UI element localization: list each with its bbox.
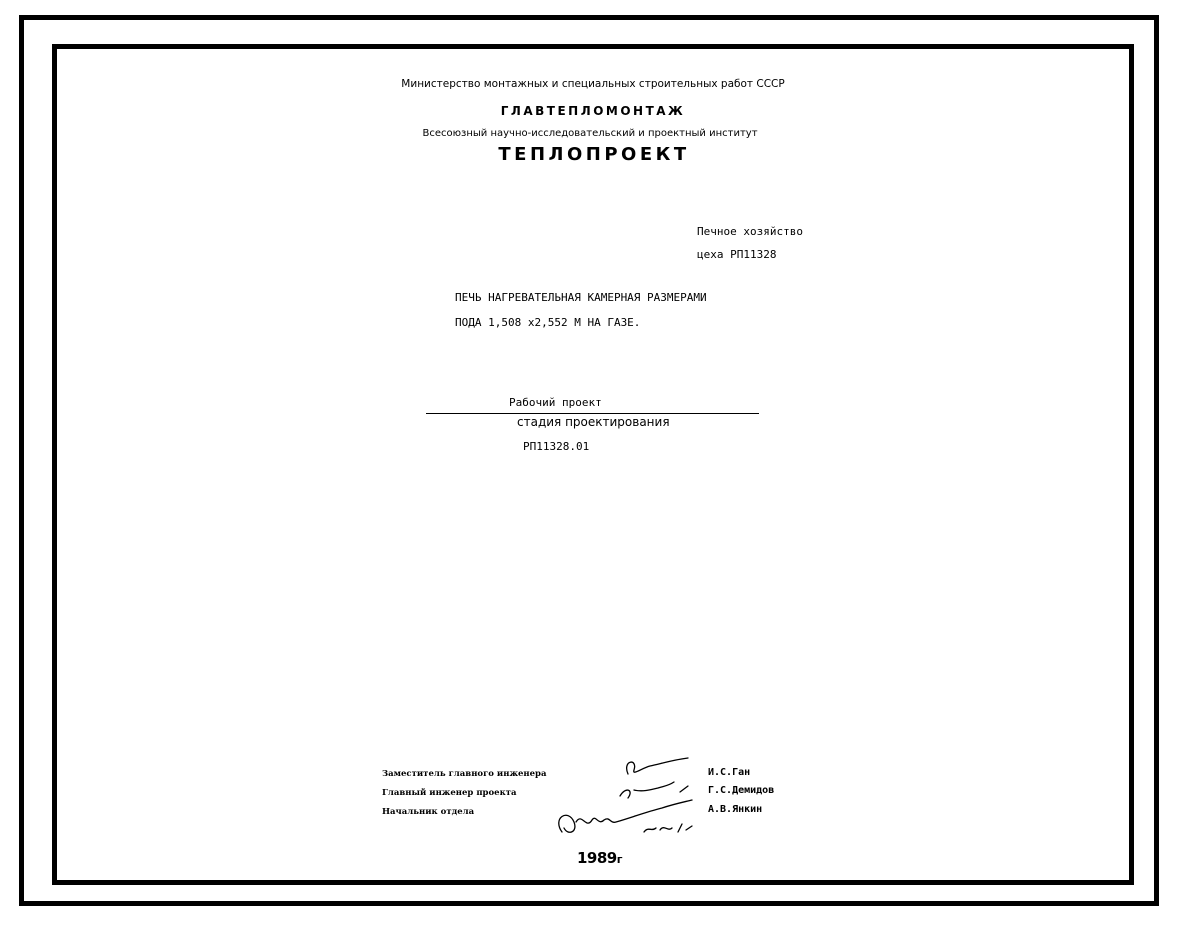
stage-label: стадия проектирования	[517, 415, 670, 429]
institute-line: Всесоюзный научно-исследовательский и проектный институт	[422, 128, 758, 139]
handwritten-signatures	[550, 752, 700, 844]
document-code: РП11328.01	[523, 440, 590, 453]
year-number: 1989	[577, 849, 617, 867]
signatory-name-2: Г.С.Демидов	[708, 785, 775, 796]
side-note-line-1: Печное хозяйство	[697, 225, 803, 238]
signatory-role-3: Начальник отдела	[382, 807, 475, 817]
signatory-name-1: И.С.Ган	[708, 767, 751, 778]
side-note-line-2: цеха РП11328	[697, 248, 777, 261]
year-suffix: г	[616, 853, 622, 866]
stage-value: Рабочий проект	[509, 396, 602, 409]
document-title-line-2: ПОДА 1,508 х2,552 М НА ГАЗЕ.	[455, 316, 641, 329]
document-year	[577, 849, 622, 867]
signatory-name-3: А.В.Янкин	[708, 804, 763, 815]
document-title-line-1: ПЕЧЬ НАГРЕВАТЕЛЬНАЯ КАМЕРНАЯ РАЗМЕРАМИ	[455, 291, 707, 304]
signatory-role-1: Заместитель главного инженера	[382, 769, 547, 779]
institute-name: ТЕПЛОПРОЕКТ	[498, 144, 690, 165]
ministry-line: Министерство монтажных и специальных строительных работ СССР	[401, 78, 785, 90]
stage-underline	[426, 413, 759, 414]
signatory-role-2: Главный инженер проекта	[382, 788, 517, 798]
organization-name: ГЛАВТЕПЛОМОНТАЖ	[500, 104, 686, 118]
